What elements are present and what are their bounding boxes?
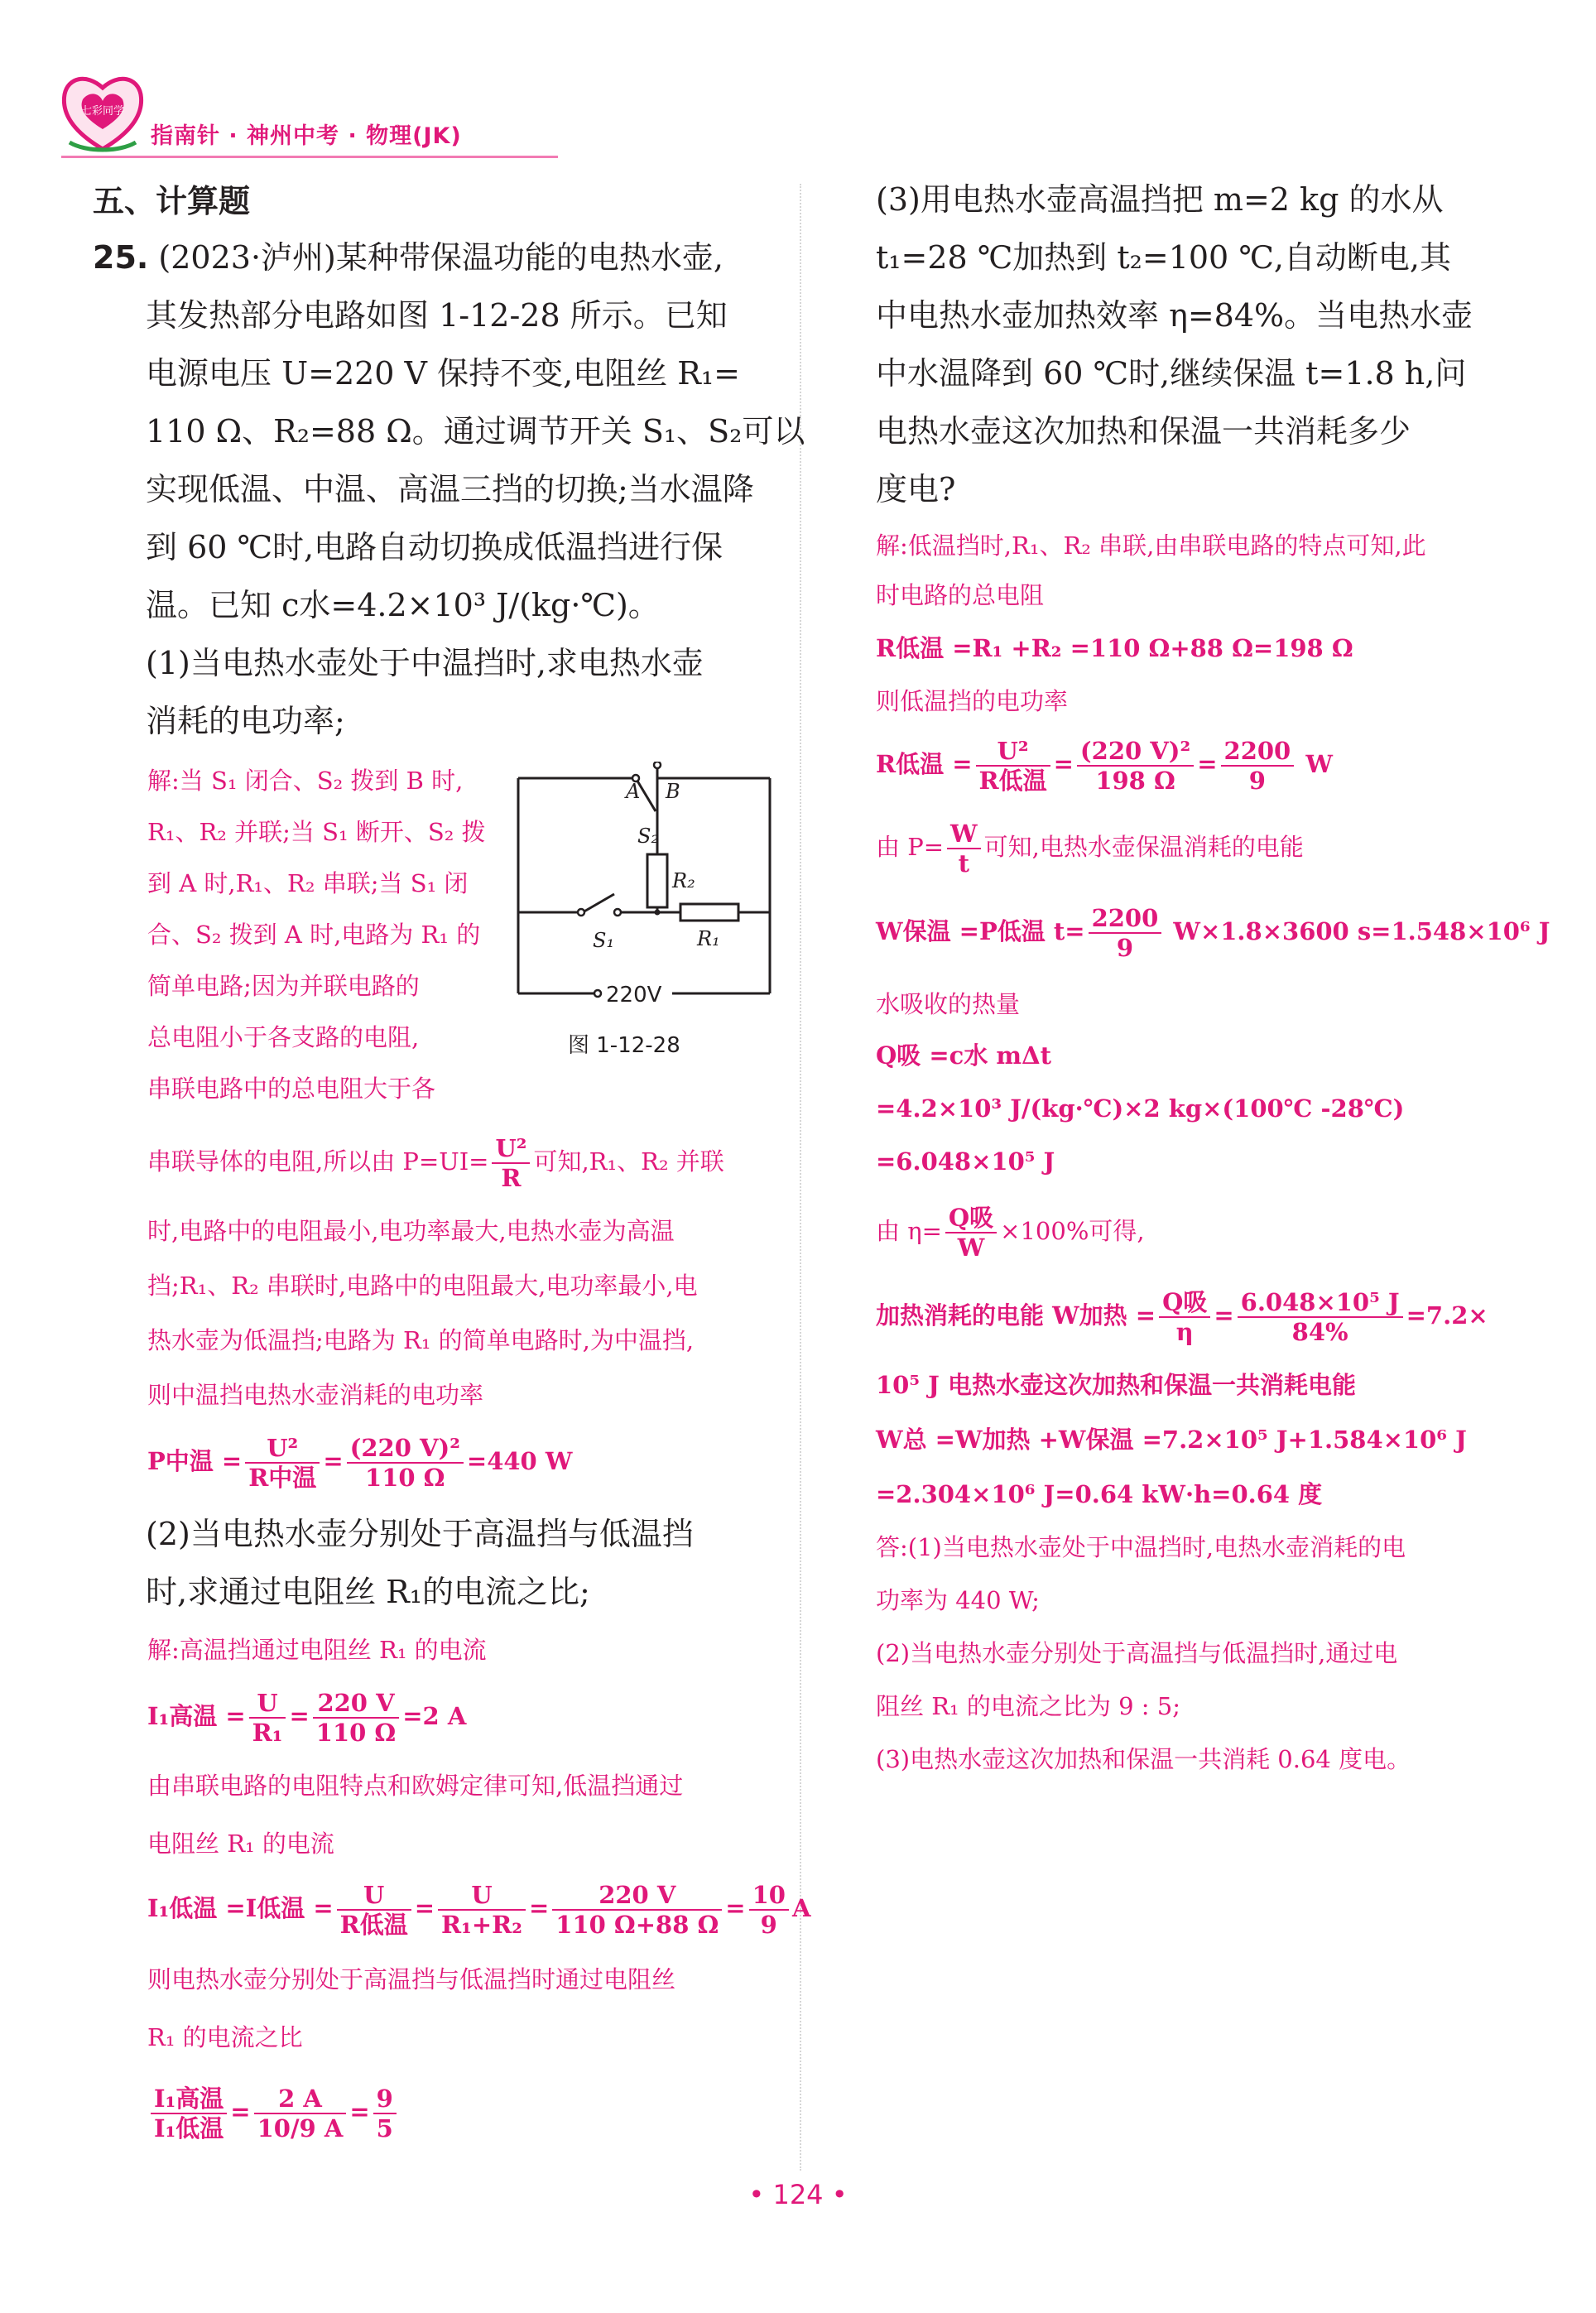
resistor-r1 xyxy=(680,904,738,921)
w-keep-formula: W保温 =P低温 t= $\frac{2200}{9}$ W×1.8×3600 s=1.548×10⁶ J xyxy=(876,904,1550,962)
subquestion-3: t₁=28 ℃加热到 t₂=100 ℃,自动断电,其 xyxy=(876,239,1451,276)
figure-caption: 图 1-12-28 xyxy=(568,1033,680,1058)
subquestion-3: 度电? xyxy=(876,471,956,507)
solution-3-line: 则低温挡的电功率 xyxy=(876,687,1069,715)
q-formula-line: =4.2×10³ J/(kg·℃)×2 kg×(100℃ -28℃) xyxy=(876,1094,1405,1123)
solution-1-line: 总电阻小于各支路的电阻, xyxy=(147,1023,420,1051)
i-high-formula: I₁高温 = $\frac{U}{\text{R₁}}$ = $\frac{220 V}{110 \Omega}$ =2 A xyxy=(147,1689,467,1747)
switch-s1-lever xyxy=(583,894,614,912)
solution-1-line: 时,电路中的电阻最小,电功率最大,电热水壶为高温 xyxy=(147,1217,675,1245)
junction xyxy=(655,910,660,915)
question-text: 110 Ω、R₂=88 Ω。通过调节开关 S₁、S₂可以 xyxy=(146,413,805,450)
eta-line: 由 η= $\frac{\text{Q吸}}{W}$ ×100%可得, xyxy=(876,1204,1145,1262)
solution-1-line: 串联电路中的总电阻大于各 xyxy=(147,1075,436,1103)
book-logo-icon xyxy=(58,66,147,157)
w-total-line: =2.304×10⁶ J=0.64 kW·h=0.64 度 xyxy=(876,1480,1323,1508)
section-title: 五、计算题 xyxy=(93,183,251,219)
subquestion-3: 中电热水壶加热效率 η=84%。当电热水壶 xyxy=(876,297,1473,334)
subquestion-3: 中水温降到 60 ℃时,继续保温 t=1.8 h,问 xyxy=(876,355,1467,392)
w-total-line: W总 =W加热 +W保温 =7.2×10⁵ J+1.584×10⁶ J xyxy=(876,1426,1467,1454)
i-low-formula: I₁低温 =I低温 = $\frac{U}{\text{R低温}}$ = $\frac{U}{\text{R₁+R₂}}$ = $\frac{220 V}{110 \Omega+88 \Omega}$ = $\frac{10}{9}$ A xyxy=(147,1881,811,1939)
solution-1-line: 热水壶为低温挡;电路为 R₁ 的简单电路时,为中温挡, xyxy=(147,1326,695,1354)
source-terminal xyxy=(594,990,601,997)
label-source: 220V xyxy=(606,983,662,1007)
p-low-formula: R低温 = $\frac{\text{U²}}{\text{R低温}}$ = $\frac{\text{(220 V)²}}{198 \Omega}$ = $\frac{2200}{9}$ W xyxy=(876,737,1333,795)
solution-1-line: 合、S₂ 拨到 A 时,电路为 R₁ 的 xyxy=(147,921,481,949)
w-heat-formula: 加热消耗的电能 W加热 = $\frac{\text{Q吸}}{\eta}$ = $\frac{\text{6.048×10⁵ J}}{84\%}$ =7.2× xyxy=(876,1288,1488,1346)
answer-line: 功率为 440 W; xyxy=(876,1586,1040,1614)
solution-2-line: 解:高温挡通过电阻丝 R₁ 的电流 xyxy=(147,1636,487,1664)
terminal-b xyxy=(654,762,661,768)
question-number: 25. xyxy=(93,239,149,276)
solution-1-line: 解:当 S₁ 闭合、S₂ 拨到 B 时, xyxy=(147,767,464,795)
p-mid-formula: P中温 = $\frac{\text{U²}}{\text{R中温}}$ = $\frac{\text{(220 V)²}}{110 \Omega}$ =440 W xyxy=(147,1434,573,1492)
subquestion-3: (3)用电热水壶高温挡把 m=2 kg 的水从 xyxy=(876,181,1444,218)
solution-1-line: 简单电路;因为并联电路的 xyxy=(147,972,420,1000)
solution-1-line: 到 A 时,R₁、R₂ 串联;当 S₁ 闭 xyxy=(147,869,469,897)
page-number: • 124 • xyxy=(748,2179,848,2210)
label-b: B xyxy=(666,780,680,803)
ratio-formula: $\frac{\text{I₁高温}}{\text{I₁低温}}$ = $\frac{2 A}{10/9 A}$ = $\frac{9}{5}$ xyxy=(147,2085,400,2142)
r-low-formula: R低温 =R₁ +R₂ =110 Ω+88 Ω=198 Ω xyxy=(876,634,1353,662)
column-divider xyxy=(800,184,801,2171)
answer-line: 阻丝 R₁ 的电流之比为 9 : 5; xyxy=(876,1692,1180,1720)
subquestion-2: (2)当电热水壶分别处于高温挡与低温挡 xyxy=(146,1516,694,1552)
page-header xyxy=(58,66,588,166)
solution-1-line: 则中温挡电热水壶消耗的电功率 xyxy=(147,1381,484,1409)
label-s1: S₁ xyxy=(593,929,615,952)
header-divider xyxy=(61,156,558,158)
switch-s1-contact xyxy=(578,909,584,916)
q-formula-line: =6.048×10⁵ J xyxy=(876,1147,1055,1176)
label-r2: R₂ xyxy=(672,869,695,892)
answer-line: (3)电热水壶这次加热和保温一共消耗 0.64 度电。 xyxy=(876,1745,1411,1773)
question-text: (2023·泸州)某种带保温功能的电热水壶, xyxy=(158,239,723,276)
w-total-line: 10⁵ J 电热水壶这次加热和保温一共消耗电能 xyxy=(876,1371,1356,1399)
header-title: 指南针 · 神州中考 · 物理(JK) xyxy=(151,123,462,149)
solution-3-line: 时电路的总电阻 xyxy=(876,581,1045,609)
q-formula-line: Q吸 =c水 mΔt xyxy=(876,1041,1051,1070)
solution-2-line: 则电热水壶分别处于高温挡与低温挡时通过电阻丝 xyxy=(147,1965,676,1993)
subquestion-3: 电热水壶这次加热和保温一共消耗多少 xyxy=(876,413,1411,450)
question-text: 其发热部分电路如图 1-12-28 所示。已知 xyxy=(146,297,728,334)
label-a: A xyxy=(626,780,641,803)
subquestion-1: 消耗的电功率; xyxy=(146,703,345,739)
solution-3-line: 解:低温挡时,R₁、R₂ 串联,由串联电路的特点可知,此 xyxy=(876,531,1426,560)
question-text: 实现低温、中温、高温三挡的切换;当水温降 xyxy=(146,471,754,507)
question-text: 温。已知 c水=4.2×10³ J/(kg·℃)。 xyxy=(146,587,660,623)
circuit-diagram xyxy=(512,762,793,1027)
solution-1-pui-line: 串联导体的电阻,所以由 P=UI= $\frac{\text{U²}}{R}$ 可知,R₁、R₂ 并联 xyxy=(147,1134,724,1192)
logo-text: 七彩同学 xyxy=(80,105,125,118)
solution-2-line: 由串联电路的电阻特点和欧姆定律可知,低温挡通过 xyxy=(147,1772,684,1800)
question-text: 电源电压 U=220 V 保持不变,电阻丝 R₁= xyxy=(146,355,740,392)
switch-s1-contact xyxy=(614,909,621,916)
solution-1-line: R₁、R₂ 并联;当 S₁ 断开、S₂ 拨 xyxy=(147,818,486,846)
solution-1-line: 挡;R₁、R₂ 串联时,电路中的电阻最大,电功率最小,电 xyxy=(147,1272,698,1300)
w-intro-line: 由 P= $\frac{W}{t}$ 可知,电热水壶保温消耗的电能 xyxy=(876,820,1304,878)
subquestion-2: 时,求通过电阻丝 R₁的电流之比; xyxy=(146,1574,590,1610)
solution-3-line: 水吸收的热量 xyxy=(876,990,1021,1018)
label-r1: R₁ xyxy=(697,927,720,950)
question-25-line xyxy=(93,228,723,286)
resistor-r2 xyxy=(647,854,667,907)
solution-2-line: 电阻丝 R₁ 的电流 xyxy=(147,1830,334,1858)
answer-line: (2)当电热水壶分别处于高温挡与低温挡时,通过电 xyxy=(876,1639,1398,1667)
answer-line: 答:(1)当电热水壶处于中温挡时,电热水壶消耗的电 xyxy=(876,1533,1406,1561)
label-s2: S₂ xyxy=(637,825,660,848)
solution-2-line: R₁ 的电流之比 xyxy=(147,2023,303,2051)
question-text: 到 60 ℃时,电路自动切换成低温挡进行保 xyxy=(146,529,723,565)
subquestion-1: (1)当电热水壶处于中温挡时,求电热水壶 xyxy=(146,645,704,681)
